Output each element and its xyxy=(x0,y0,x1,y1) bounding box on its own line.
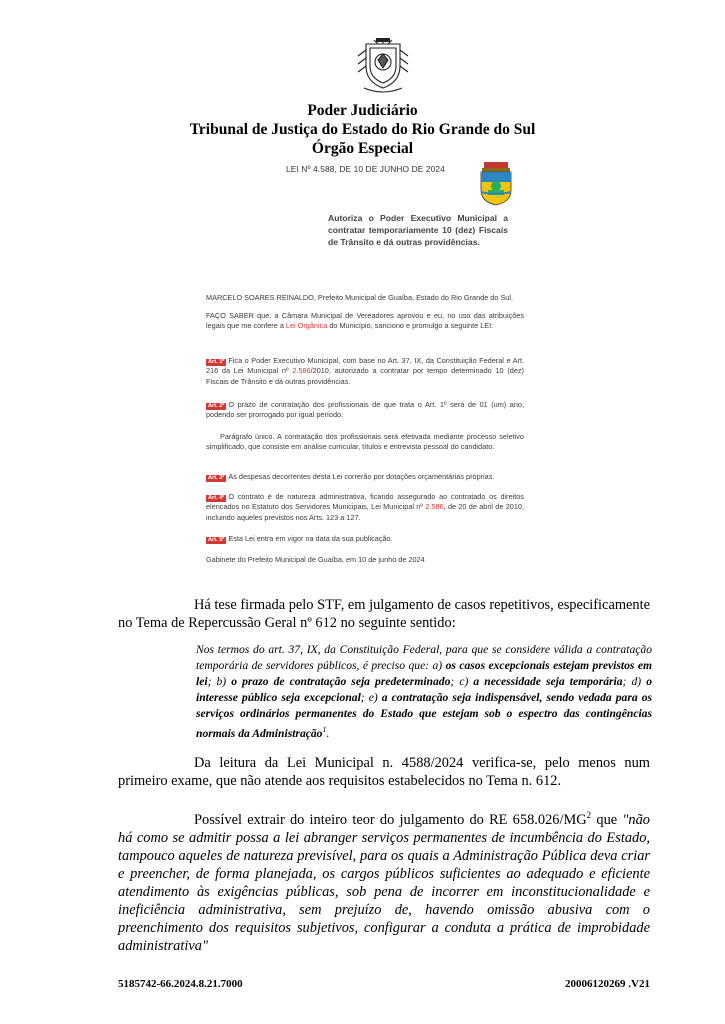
rs-coat-of-arms-icon xyxy=(356,36,410,94)
quote-bold-3: a necessidade seja temporária xyxy=(473,675,623,688)
law-paragrafo-unico: Parágrafo único. A contratação dos profissionais será efetivada mediante processo seletivo simplificado, que consiste em análise curricular, títulos e entrevista pessoal do candidato. xyxy=(206,432,524,452)
footnote-ref-2[interactable]: 2 xyxy=(586,810,592,820)
quote-text-1: Nos termos do art. 37, IX, da Constituição Federal, para que se considere válida a contratação temporária de servidores públicos, é preciso que: a) xyxy=(196,643,652,672)
law-gabinete: Gabinete do Prefeito Municipal de Guaíba, em 10 de junho de 2024 xyxy=(206,555,425,564)
art-5-text: Esta Lei entra em vigor na data da sua publicação. xyxy=(228,534,393,543)
art-5-tag: Art. 5º xyxy=(208,537,225,543)
law-art-5 xyxy=(206,534,524,544)
law-art-4 xyxy=(206,492,524,523)
lei-2586-link[interactable]: 2.586 xyxy=(292,366,311,376)
quote-tema-612 xyxy=(196,642,652,742)
law-ementa: Autoriza o Poder Executivo Municipal a contratar temporariamente 10 (dez) Fiscais de Trânsito e dá outras providências. xyxy=(328,213,508,247)
art-3-text: As despesas decorrentes desta Lei correrão por dotações orçamentárias próprias. xyxy=(228,472,495,481)
paragraph-tese-stf: Há tese firmada pelo STF, em julgamento de casos repetitivos, especificamente no Tema de Repercussão Geral nº 612 no seguinte sentido: xyxy=(118,597,650,631)
law-intro: MARCELO SOARES REINALDO, Prefeito Municipal de Guaíba, Estado do Rio Grande do Sul. xyxy=(206,293,514,302)
law-art-3 xyxy=(206,472,524,482)
art-2-text: O prazo de contratação dos profissionais de que trata o Art. 1º será de 01 (um) ano, podendo ser prorrogado por igual período. xyxy=(206,400,524,420)
lei-organica-link[interactable]: Lei Orgânica xyxy=(285,321,328,331)
art-2-tag: Art. 2º xyxy=(208,403,225,409)
art-4-tag: Art. 4º xyxy=(208,495,225,501)
law-art-2 xyxy=(206,400,524,421)
quote-bold-5: a contratação seja indispensável, sendo vedada para os serviços ordinários permanentes do Estado que estejam sob o espectro das contingências normais da Administração xyxy=(196,691,653,740)
art-1-text-a: Fica o Poder Executivo Municipal, com base no Art. 37, IX, da Constituição Federal e Art. 216 da Lei Municipal nº xyxy=(206,356,524,376)
quote-text-2: ; b) xyxy=(207,675,232,688)
quote-text-5: ; e) xyxy=(360,691,382,704)
art-1-text-b: /2010, autorizado a contratar por tempo determinado 10 (dez) Fiscais de Trânsito e dá outras providências. xyxy=(206,366,524,386)
art-1-tag: Art. 1º xyxy=(208,359,225,365)
footer-document-id: 20006120269 .V21 xyxy=(565,978,650,990)
art-3-tag: Art. 3º xyxy=(208,475,225,481)
paragraph-leitura-lei: Da leitura da Lei Municipal n. 4588/2024 verifica-se, pelo menos num primeiro exame, que não atende aos requisitos estabelecidos no Tema n. 612. xyxy=(118,755,650,789)
header-line-2: Tribunal de Justiça do Estado do Rio Grande do Sul xyxy=(189,121,536,138)
quote-text-3: ; c) xyxy=(450,675,474,688)
guaiba-municipal-crest-icon xyxy=(478,162,514,206)
footer-process-number: 5185742-66.2024.8.21.7000 xyxy=(118,978,243,990)
quote-bold-1: os casos excepcionais estejam previstos em lei xyxy=(196,659,652,688)
law-art-1 xyxy=(206,356,524,387)
law-image xyxy=(196,160,536,580)
paragraph-re-658026 xyxy=(118,806,650,955)
law-title: LEI Nº 4.588, DE 10 DE JUNHO DE 2024 xyxy=(286,164,445,174)
quote-bold-4: o interesse público seja excepcional xyxy=(196,675,652,704)
quote-text-4: ; d) xyxy=(622,675,647,688)
re-text-a: Possível extrair do inteiro teor do julgamento do RE 658.026/MG xyxy=(194,811,587,828)
re-quote-italic: "não há como se admitir possa a lei abranger serviços permanentes de incumbência do Estado, tampouco aqueles de natureza previsível, para os quais a Administração Pública deva criar e preencher, de forma planejada, os cargos públicos suficientes ao adequado e eficiente atendimento às exigências públicas, sob pena de incorrer em inconstitucionalidade e ineficiência administrativa, sem prejuízo de, havendo omissão abusiva com o preenchimento dos requisitos subjetivos, configurar a conduta a prática de improbidade administrativa" xyxy=(118,811,651,954)
law-faco-text-a: FAÇO SABER que, a Câmara Municipal de Vereadores aprovou e eu, no uso das atribuições legais que me confere a xyxy=(206,311,524,331)
re-text-b: que xyxy=(591,811,623,828)
header-line-3: Órgão Especial xyxy=(311,140,414,157)
art-4-text-b: , de 20 de abril de 2010, incluindo aqueles previstos nos Arts. 123 a 127. xyxy=(206,502,524,522)
law-faco-saber xyxy=(206,311,524,332)
quote-bold-2: o prazo de contratação seja predeterminado xyxy=(231,675,451,688)
header-line-1: Poder Judiciário xyxy=(307,102,418,119)
lei-2586-link-2[interactable]: 2.586 xyxy=(425,502,444,512)
art-4-text-a: O contrato é de natureza administrativa, ficando assegurado ao contratado os direitos elencados no Estatuto dos Servidores Municipais, Lei Municipal nº xyxy=(206,492,524,512)
footnote-ref-1[interactable]: 1 xyxy=(322,725,327,734)
law-faco-text-b: do Município, sanciono e promulgo a seguinte LEI: xyxy=(327,321,494,331)
quote-end: . xyxy=(326,726,330,740)
